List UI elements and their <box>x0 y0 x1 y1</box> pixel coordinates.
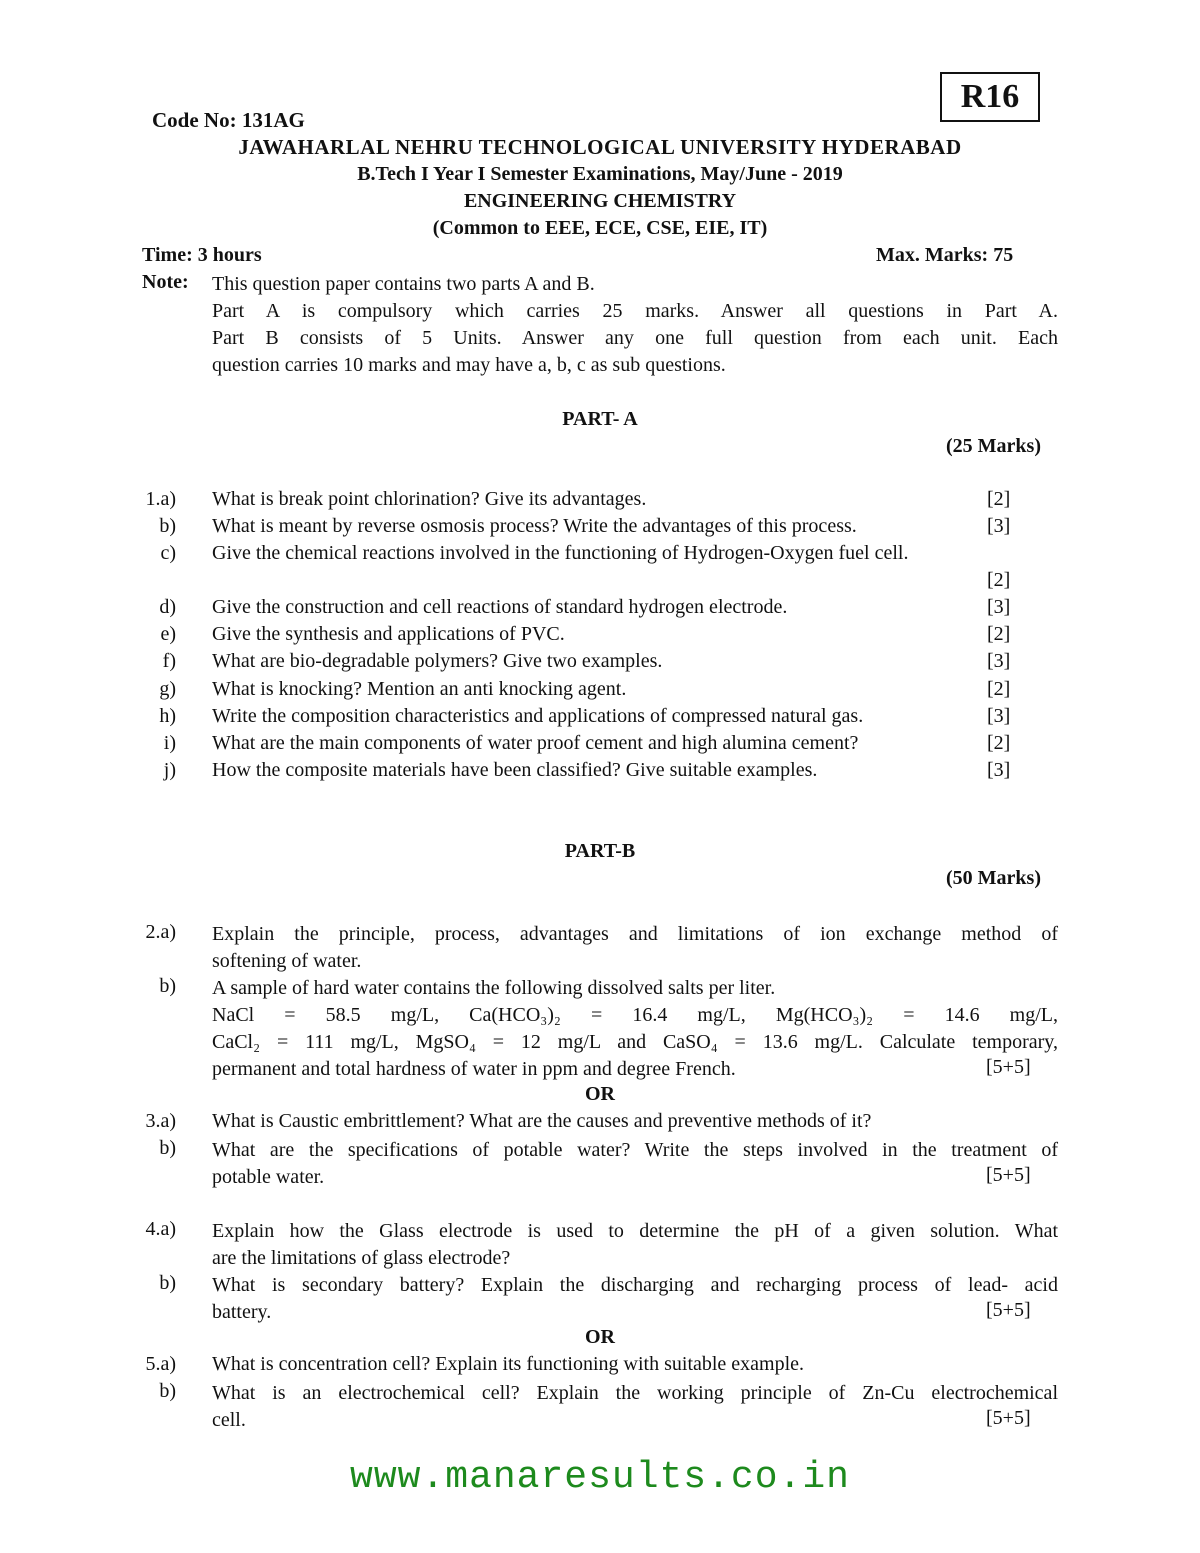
question-line: What is secondary battery? Explain the discharging and recharging process of lead- acid <box>212 1274 1058 1296</box>
question-text: How the composite materials have been classified? Give suitable examples. <box>212 759 818 781</box>
question-mark: [3] <box>987 759 1011 781</box>
question-label: f) <box>162 650 176 672</box>
question-label: g) <box>159 678 176 700</box>
question-line: battery. <box>212 1301 272 1323</box>
question-line: A sample of hard water contains the following dissolved salts per liter. <box>212 977 776 999</box>
or-separator: OR <box>585 1326 615 1348</box>
question-label: 1.a) <box>145 488 176 510</box>
question-text <box>212 1272 1058 1326</box>
note-paragraph <box>212 271 1058 379</box>
question-text <box>212 1218 1058 1272</box>
question-mark: [2] <box>987 732 1011 754</box>
website-url: www.manaresults.co.in <box>350 1456 850 1499</box>
question-text: Give the construction and cell reactions of standard hydrogen electrode. <box>212 596 788 618</box>
question-line: softening of water. <box>212 950 362 972</box>
question-label: d) <box>159 596 176 618</box>
question-label: 4.a) <box>145 1218 176 1240</box>
question-text <box>212 975 1058 1083</box>
question-mark: [2] <box>987 623 1011 645</box>
question-label: 2.a) <box>145 921 176 943</box>
question-text: What is knocking? Mention an anti knocking agent. <box>212 678 627 700</box>
question-label: 3.a) <box>145 1110 176 1132</box>
question-line: CaCl₂ = 111 mg/L, MgSO₄ = 12 mg/L and CaSO₄ = 13.6 mg/L. Calculate temporary, <box>212 1031 1058 1053</box>
exam-title: B.Tech I Year I Semester Examinations, May/June - 2019 <box>357 163 843 185</box>
question-label: b) <box>159 1272 176 1294</box>
question-line: permanent and total hardness of water in ppm and degree French. <box>212 1058 736 1080</box>
question-line: What are the specifications of potable water? Write the steps involved in the treatment of <box>212 1139 1058 1161</box>
question-line: Explain the principle, process, advantages and limitations of ion exchange method of <box>212 923 1058 945</box>
question-text: What is concentration cell? Explain its functioning with suitable example. <box>212 1353 805 1375</box>
question-text: Write the composition characteristics and applications of compressed natural gas. <box>212 705 864 727</box>
or-separator: OR <box>585 1083 615 1105</box>
question-label: b) <box>159 1137 176 1159</box>
question-label: 5.a) <box>145 1353 176 1375</box>
question-mark: [3] <box>987 515 1011 537</box>
question-mark: [5+5] <box>986 1299 1031 1321</box>
note-line: question carries 10 marks and may have a, b, c as sub questions. <box>212 354 726 376</box>
question-mark: [5+5] <box>986 1164 1031 1186</box>
question-line: NaCl = 58.5 mg/L, Ca(HCO₃)₂ = 16.4 mg/L, Mg(HCO₃)₂ = 14.6 mg/L, <box>212 1004 1058 1026</box>
part-a-title: PART- A <box>562 408 638 430</box>
exam-time: Time: 3 hours <box>142 244 262 266</box>
question-label: c) <box>160 542 176 564</box>
university-name: JAWAHARLAL NEHRU TECHNOLOGICAL UNIVERSITY HYDERABAD <box>238 135 962 159</box>
part-b-title: PART-B <box>564 840 636 862</box>
question-text: Give the chemical reactions involved in the functioning of Hydrogen-Oxygen fuel cell. <box>212 542 909 564</box>
question-mark: [2] <box>987 569 1011 591</box>
question-text: What are the main components of water proof cement and high alumina cement? <box>212 732 859 754</box>
question-text <box>212 921 1058 975</box>
subject-title: ENGINEERING CHEMISTRY <box>463 190 737 212</box>
question-mark: [5+5] <box>986 1407 1031 1429</box>
question-label: h) <box>159 705 176 727</box>
question-mark: [3] <box>987 596 1011 618</box>
question-mark: [3] <box>987 705 1011 727</box>
question-line: What is an electrochemical cell? Explain the working principle of Zn-Cu electrochemical <box>212 1382 1058 1404</box>
part-a-marks: (25 Marks) <box>946 435 1041 457</box>
question-label: b) <box>159 975 176 997</box>
question-line: cell. <box>212 1409 246 1431</box>
question-label: b) <box>159 1380 176 1402</box>
question-label: i) <box>163 732 176 754</box>
code-number: Code No: 131AG <box>152 108 305 132</box>
note-label: Note: <box>142 271 189 293</box>
regulation-badge: R16 <box>940 72 1040 122</box>
question-mark: [2] <box>987 678 1011 700</box>
question-label: e) <box>160 623 176 645</box>
question-text: What are bio-degradable polymers? Give two examples. <box>212 650 663 672</box>
question-line: Explain how the Glass electrode is used to determine the pH of a given solution. What <box>212 1220 1058 1242</box>
question-mark: [3] <box>987 650 1011 672</box>
question-text: What is break point chlorination? Give its advantages. <box>212 488 647 510</box>
question-text <box>212 1137 1058 1191</box>
note-line: This question paper contains two parts A and B. <box>212 273 595 295</box>
question-text: What is Caustic embrittlement? What are the causes and preventive methods of it? <box>212 1110 872 1132</box>
question-mark: [5+5] <box>986 1056 1031 1078</box>
question-text <box>212 1380 1058 1434</box>
note-line: Part A is compulsory which carries 25 marks. Answer all questions in Part A. <box>212 300 1058 322</box>
part-b-marks: (50 Marks) <box>946 867 1041 889</box>
question-text: What is meant by reverse osmosis process? Write the advantages of this process. <box>212 515 857 537</box>
common-branches: (Common to EEE, ECE, CSE, EIE, IT) <box>432 217 768 239</box>
question-text: Give the synthesis and applications of PVC. <box>212 623 565 645</box>
question-line: potable water. <box>212 1166 325 1188</box>
max-marks: Max. Marks: 75 <box>876 244 1014 266</box>
question-label: j) <box>163 759 176 781</box>
question-label: b) <box>159 515 176 537</box>
question-line: are the limitations of glass electrode? <box>212 1247 511 1269</box>
question-mark: [2] <box>987 488 1011 510</box>
note-line: Part B consists of 5 Units. Answer any one full question from each unit. Each <box>212 327 1058 349</box>
